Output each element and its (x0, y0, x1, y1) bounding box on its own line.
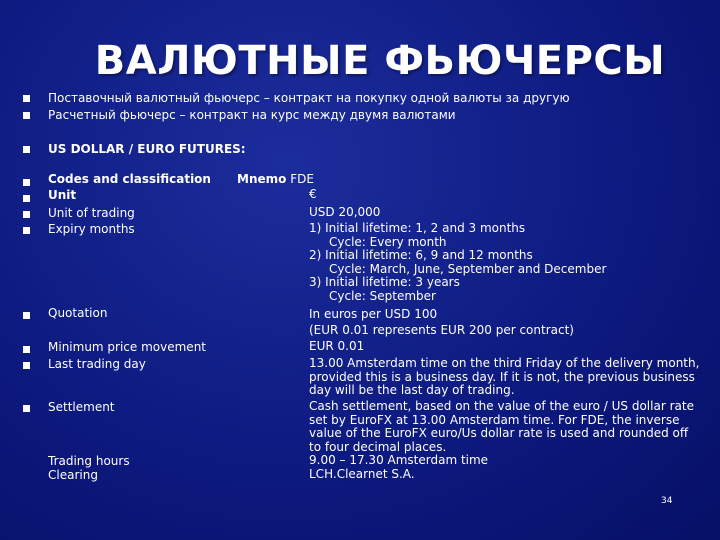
bullet-icon (23, 227, 30, 234)
settlement-line: set by EuroFX at 13.00 Amsterdam time. For FDE, the inverse (309, 412, 680, 427)
unit-label: Unit (48, 188, 77, 202)
unit-value: € (309, 187, 317, 201)
bullet-icon (23, 112, 30, 119)
expiry-line: Cycle: March, June, September and December (329, 261, 607, 276)
last-trading-line: provided this is a business day. If it is not, the previous business (309, 369, 695, 384)
expiry-label: Expiry months (48, 222, 135, 236)
settlement-line: Cash settlement, based on the value of the euro / US dollar rate (309, 399, 694, 413)
unit-of-trading-value: USD 20,000 (309, 205, 381, 219)
min-price-label: Minimum price movement (48, 340, 207, 354)
bullet-icon (23, 179, 30, 186)
bullet-icon (23, 405, 30, 412)
settlement-values (309, 400, 694, 454)
mnemo-label: Mnemo (237, 172, 287, 186)
bullet-icon (23, 346, 30, 353)
codes-label: Codes and classification (48, 172, 211, 186)
clearing-label: Clearing (48, 468, 98, 482)
unit-of-trading-label: Unit of trading (48, 206, 135, 220)
min-price-value: EUR 0.01 (309, 339, 365, 353)
expiry-line: 2) Initial lifetime: 6, 9 and 12 months (309, 248, 533, 263)
clearing-value: LCH.Clearnet S.A. (309, 467, 415, 481)
expiry-line: Cycle: September (329, 288, 436, 303)
bullet-icon (23, 211, 30, 218)
bullet-icon (23, 195, 30, 202)
section-heading: US DOLLAR / EURO FUTURES: (48, 142, 246, 156)
expiry-line: 3) Initial lifetime: 3 years (309, 275, 460, 290)
mnemo-value: FDE (290, 172, 314, 186)
intro-line-1: Поставочный валютный фьючерс – контракт на покупку одной валюты за другую (48, 91, 570, 105)
settlement-line: value of the EuroFX euro/Us dollar rate is used and rounded off (309, 426, 689, 441)
trading-hours-value: 9.00 – 17.30 Amsterdam time (309, 453, 489, 467)
quotation-line: In euros per USD 100 (309, 307, 438, 321)
quotation-values (309, 306, 574, 338)
bullet-icon (23, 95, 30, 102)
slide-number: 34 (661, 496, 673, 506)
settlement-label: Settlement (48, 400, 115, 414)
bullet-icon (23, 146, 30, 153)
trading-hours-label: Trading hours (48, 454, 130, 468)
bullet-icon (23, 362, 30, 369)
expiry-values (309, 222, 606, 304)
quotation-label: Quotation (48, 306, 108, 320)
settlement-line: to four decimal places. (309, 439, 447, 454)
last-trading-values (309, 357, 699, 398)
expiry-line: 1) Initial lifetime: 1, 2 and 3 months (309, 221, 526, 235)
intro-line-2: Расчетный фьючерс – контракт на курс между двумя валютами (48, 108, 456, 122)
last-trading-line: day will be the last day of trading. (309, 383, 515, 398)
expiry-line: Cycle: Every month (329, 234, 447, 249)
slide-title: ВАЛЮТНЫЕ ФЬЮЧЕРСЫ (94, 38, 666, 84)
last-trading-label: Last trading day (48, 357, 146, 371)
bullet-icon (23, 312, 30, 319)
quotation-line: (EUR 0.01 represents EUR 200 per contract) (309, 323, 574, 337)
mnemo-row (237, 172, 314, 186)
last-trading-line: 13.00 Amsterdam time on the third Friday of the delivery month, (309, 356, 700, 370)
